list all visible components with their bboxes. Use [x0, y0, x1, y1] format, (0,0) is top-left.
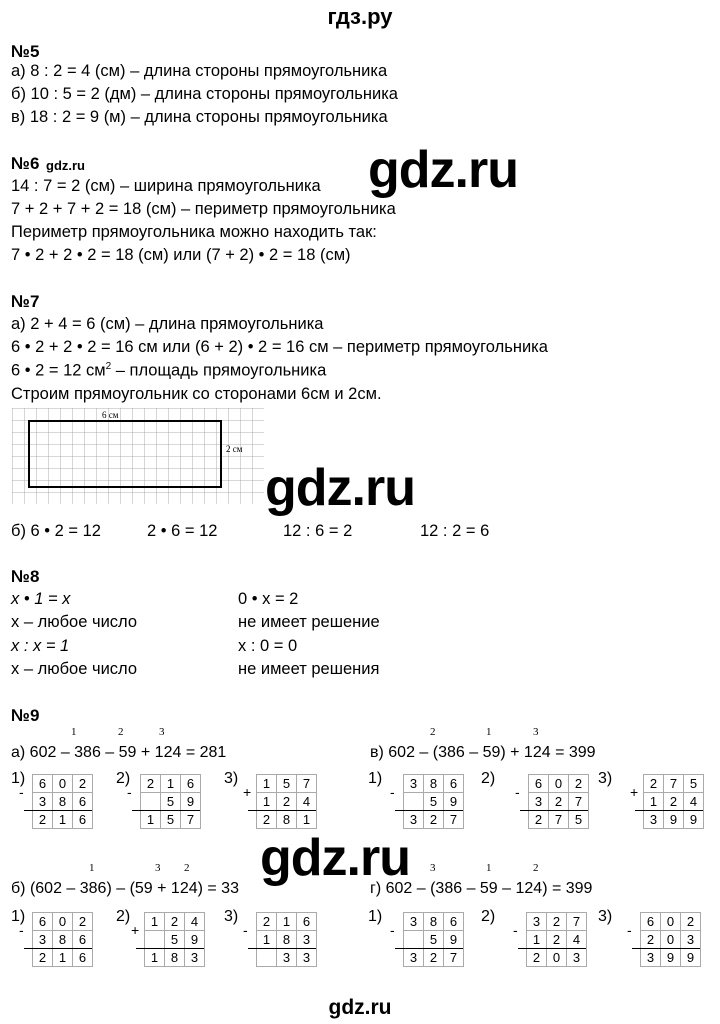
- digit-cell: 3: [404, 913, 424, 931]
- digit-cell: 5: [684, 775, 704, 793]
- area-sup: 2: [105, 361, 112, 372]
- digit-cell: 1: [161, 775, 181, 793]
- digit-cell: 3: [404, 949, 424, 967]
- column-calc-g3: [640, 912, 701, 967]
- step-label-a3: 3): [224, 770, 239, 787]
- digit-cell: 2: [73, 913, 93, 931]
- operation-sign: +: [630, 784, 639, 800]
- task-9-expr-b: б) (602 – 386) – (59 + 124) = 33: [11, 880, 239, 897]
- operation-sign: -: [19, 922, 24, 938]
- digit-cell: 7: [664, 775, 684, 793]
- digit-cell: 9: [684, 811, 704, 829]
- digit-cell: 8: [424, 913, 444, 931]
- digit-cell: 4: [684, 793, 704, 811]
- digit-cell: 2: [681, 913, 701, 931]
- digit-cell: 0: [53, 775, 73, 793]
- digit-cell: 5: [569, 811, 589, 829]
- digit-cell: 8: [53, 793, 73, 811]
- task-7-line-2: 6 • 2 + 2 • 2 = 16 см или (6 + 2) • 2 = 16 см – периметр прямоугольника: [11, 338, 548, 356]
- digit-cell: 5: [424, 931, 444, 949]
- digit-cell: 2: [277, 793, 297, 811]
- digit-cell: 1: [257, 793, 277, 811]
- task-8-left-3: x : x = 1: [11, 637, 70, 655]
- order-b-1: 1: [89, 862, 95, 874]
- digit-cell: 5: [161, 811, 181, 829]
- label-2cm: 2 см: [226, 444, 243, 454]
- digit-cell: 2: [165, 913, 185, 931]
- task-7-title: №7: [11, 292, 40, 311]
- digit-cell: 2: [33, 949, 53, 967]
- order-g-3: 2: [533, 862, 539, 874]
- result-line: [632, 948, 700, 949]
- digit-cell: 1: [527, 931, 547, 949]
- digit-cell: 1: [277, 913, 297, 931]
- result-line: [248, 810, 316, 811]
- digit-cell: 7: [567, 913, 587, 931]
- task-7-b-1: б) 6 • 2 = 12: [11, 522, 101, 540]
- task-7-b-3: 12 : 6 = 2: [283, 522, 353, 540]
- digit-cell: 5: [165, 931, 185, 949]
- column-calc-b2: [144, 912, 205, 967]
- digit-cell: 7: [297, 775, 317, 793]
- digit-cell: 0: [547, 949, 567, 967]
- digit-cell: 6: [73, 931, 93, 949]
- digit-cell: [145, 931, 165, 949]
- column-calc-v2: [528, 774, 589, 829]
- digit-cell: [404, 793, 424, 811]
- operation-sign: -: [513, 922, 518, 938]
- operation-sign: -: [627, 922, 632, 938]
- task-6-line-1: 14 : 7 = 2 (см) – ширина прямоугольника: [11, 177, 321, 195]
- digit-cell: 3: [527, 913, 547, 931]
- column-calc-v1: [403, 774, 464, 829]
- digit-cell: 2: [424, 949, 444, 967]
- digit-cell: 8: [424, 775, 444, 793]
- digit-cell: 8: [53, 931, 73, 949]
- task-5-line-b: б) 10 : 5 = 2 (дм) – длина стороны прямоугольника: [11, 85, 398, 103]
- task-7-line-3: [11, 361, 326, 381]
- rectangle-grid: [12, 408, 264, 504]
- digit-cell: 6: [73, 811, 93, 829]
- area-text: 6 • 2 = 12 см: [11, 361, 106, 380]
- order-v-2: 1: [486, 726, 492, 738]
- task-8-left-4: x – любое число: [11, 660, 138, 678]
- task-8-right-1: 0 • x = 2: [238, 590, 299, 608]
- digit-cell: 3: [297, 931, 317, 949]
- digit-cell: 0: [549, 775, 569, 793]
- task-8-title: №8: [11, 567, 40, 586]
- digit-cell: 8: [277, 931, 297, 949]
- digit-cell: 6: [33, 775, 53, 793]
- digit-cell: 9: [185, 931, 205, 949]
- digit-cell: 4: [567, 931, 587, 949]
- digit-cell: 2: [257, 811, 277, 829]
- digit-cell: 1: [257, 775, 277, 793]
- digit-cell: 9: [444, 931, 464, 949]
- step-label-a1: 1): [11, 770, 26, 787]
- task-9-expr-v: в) 602 – (386 – 59) + 124 = 399: [370, 744, 596, 761]
- digit-cell: 0: [661, 913, 681, 931]
- digit-cell: 6: [444, 913, 464, 931]
- result-line: [132, 810, 200, 811]
- watermark-2: gdz.ru: [265, 459, 415, 517]
- column-calc-a2: [140, 774, 201, 829]
- digit-cell: 6: [529, 775, 549, 793]
- digit-cell: 2: [641, 931, 661, 949]
- digit-cell: 2: [529, 811, 549, 829]
- digit-cell: 9: [681, 949, 701, 967]
- task-9-expr-a: а) 602 – 386 – 59 + 124 = 281: [11, 744, 227, 761]
- column-calc-a1: [32, 774, 93, 829]
- digit-cell: 2: [527, 949, 547, 967]
- digit-cell: 6: [181, 775, 201, 793]
- digit-cell: [257, 949, 277, 967]
- digit-cell: 9: [664, 811, 684, 829]
- digit-cell: 3: [681, 931, 701, 949]
- watermark-small: gdz.ru: [46, 158, 85, 173]
- digit-cell: 1: [644, 793, 664, 811]
- digit-cell: 1: [257, 931, 277, 949]
- digit-cell: 2: [257, 913, 277, 931]
- step-label-b1: 1): [11, 908, 26, 925]
- operation-sign: +: [243, 784, 252, 800]
- task-7-b-2: 2 • 6 = 12: [147, 522, 218, 540]
- step-label-v3: 3): [598, 770, 613, 787]
- digit-cell: 5: [277, 775, 297, 793]
- digit-cell: 8: [277, 811, 297, 829]
- watermark-3: gdz.ru: [260, 829, 410, 887]
- operation-sign: -: [390, 784, 395, 800]
- digit-cell: 2: [547, 913, 567, 931]
- task-5-line-c: в) 18 : 2 = 9 (м) – длина стороны прямоугольника: [11, 108, 388, 126]
- step-label-g3: 3): [598, 908, 613, 925]
- operation-sign: -: [127, 784, 132, 800]
- digit-cell: 1: [53, 811, 73, 829]
- order-v-1: 2: [430, 726, 436, 738]
- order-g-1: 3: [430, 862, 436, 874]
- step-label-a2: 2): [116, 770, 131, 787]
- digit-cell: 9: [444, 793, 464, 811]
- order-b-3: 3: [155, 862, 161, 874]
- digit-cell: 1: [141, 811, 161, 829]
- task-7-b-4: 12 : 2 = 6: [420, 522, 490, 540]
- digit-cell: 3: [404, 811, 424, 829]
- digit-cell: 6: [444, 775, 464, 793]
- task-5-line-a: а) 8 : 2 = 4 (см) – длина стороны прямоугольника: [11, 62, 388, 80]
- digit-cell: 3: [644, 811, 664, 829]
- digit-cell: 2: [549, 793, 569, 811]
- task-9-expr-g: г) 602 – (386 – 59 – 124) = 399: [370, 880, 593, 897]
- grid-background: [12, 408, 264, 504]
- order-a-2: 2: [118, 726, 124, 738]
- task-6-line-2: 7 + 2 + 7 + 2 = 18 (см) – периметр прямоугольника: [11, 200, 396, 218]
- column-calc-a3: [256, 774, 317, 829]
- step-label-b2: 2): [116, 908, 131, 925]
- operation-sign: -: [243, 922, 248, 938]
- order-v-3: 3: [533, 726, 539, 738]
- digit-cell: 7: [444, 811, 464, 829]
- order-a-1: 1: [71, 726, 77, 738]
- digit-cell: 0: [53, 913, 73, 931]
- operation-sign: -: [19, 784, 24, 800]
- digit-cell: 9: [661, 949, 681, 967]
- task-8-left-2: x – любое число: [11, 613, 138, 631]
- watermark-1: gdz.ru: [368, 141, 518, 199]
- step-label-b3: 3): [224, 908, 239, 925]
- task-8-right-2: не имеет решение: [238, 613, 380, 631]
- digit-cell: 6: [297, 913, 317, 931]
- operation-sign: -: [515, 784, 520, 800]
- digit-cell: 3: [185, 949, 205, 967]
- digit-cell: 3: [297, 949, 317, 967]
- footer-watermark: gdz.ru: [328, 996, 392, 1019]
- order-b-2: 2: [184, 862, 190, 874]
- label-6cm: 6 см: [102, 410, 119, 420]
- digit-cell: 7: [181, 811, 201, 829]
- result-line: [635, 810, 703, 811]
- digit-cell: 4: [185, 913, 205, 931]
- digit-cell: 2: [547, 931, 567, 949]
- digit-cell: 2: [424, 811, 444, 829]
- digit-cell: 6: [641, 913, 661, 931]
- column-calc-b3: [256, 912, 317, 967]
- task-5-title: №5: [11, 42, 40, 61]
- digit-cell: 6: [73, 949, 93, 967]
- column-calc-b1: [32, 912, 93, 967]
- digit-cell: [141, 793, 161, 811]
- order-a-3: 3: [159, 726, 165, 738]
- digit-cell: 1: [53, 949, 73, 967]
- digit-cell: 2: [664, 793, 684, 811]
- digit-cell: 1: [145, 949, 165, 967]
- digit-cell: 1: [145, 913, 165, 931]
- task-7-line-a: а) 2 + 4 = 6 (см) – длина прямоугольника: [11, 315, 324, 333]
- area-tail: – площадь прямоугольника: [111, 361, 327, 380]
- result-line: [395, 948, 463, 949]
- operation-sign: +: [131, 922, 140, 938]
- column-calc-g1: [403, 912, 464, 967]
- digit-cell: 2: [644, 775, 664, 793]
- task-6-line-4: 7 • 2 + 2 • 2 = 18 (см) или (7 + 2) • 2 = 18 (см): [11, 246, 351, 264]
- task-7-line-4: Строим прямоугольник со сторонами 6см и 2см.: [11, 385, 382, 403]
- digit-cell: [404, 931, 424, 949]
- digit-cell: 9: [181, 793, 201, 811]
- digit-cell: 3: [641, 949, 661, 967]
- digit-cell: 3: [33, 793, 53, 811]
- digit-cell: 3: [404, 775, 424, 793]
- digit-cell: 6: [73, 793, 93, 811]
- digit-cell: 7: [444, 949, 464, 967]
- task-8-left-1: x • 1 = x: [11, 590, 71, 608]
- digit-cell: 0: [661, 931, 681, 949]
- result-line: [24, 810, 92, 811]
- digit-cell: 7: [569, 793, 589, 811]
- order-g-2: 1: [486, 862, 492, 874]
- column-calc-v3: [643, 774, 704, 829]
- result-line: [248, 948, 316, 949]
- task-8-right-4: не имеет решения: [238, 660, 380, 678]
- task-9-title: №9: [11, 706, 40, 725]
- digit-cell: 7: [549, 811, 569, 829]
- digit-cell: 3: [529, 793, 549, 811]
- digit-cell: 6: [33, 913, 53, 931]
- digit-cell: 5: [424, 793, 444, 811]
- task-6-title: №6: [11, 154, 40, 173]
- digit-cell: 8: [165, 949, 185, 967]
- digit-cell: 2: [141, 775, 161, 793]
- task-6-line-3: Периметр прямоугольника можно находить так:: [11, 223, 377, 241]
- digit-cell: 3: [33, 931, 53, 949]
- site-header[interactable]: гдз.ру: [327, 4, 393, 29]
- digit-cell: 1: [297, 811, 317, 829]
- result-line: [395, 810, 463, 811]
- digit-cell: 2: [569, 775, 589, 793]
- step-label-g2: 2): [481, 908, 496, 925]
- step-label-v2: 2): [481, 770, 496, 787]
- result-line: [136, 948, 204, 949]
- task-8-right-3: x : 0 = 0: [238, 637, 298, 655]
- step-label-v1: 1): [368, 770, 383, 787]
- digit-cell: 3: [567, 949, 587, 967]
- result-line: [518, 948, 586, 949]
- digit-cell: 2: [73, 775, 93, 793]
- digit-cell: 5: [161, 793, 181, 811]
- step-label-g1: 1): [368, 908, 383, 925]
- digit-cell: 4: [297, 793, 317, 811]
- digit-cell: 3: [277, 949, 297, 967]
- operation-sign: -: [390, 922, 395, 938]
- digit-cell: 2: [33, 811, 53, 829]
- column-calc-g2: [526, 912, 587, 967]
- result-line: [520, 810, 588, 811]
- result-line: [24, 948, 92, 949]
